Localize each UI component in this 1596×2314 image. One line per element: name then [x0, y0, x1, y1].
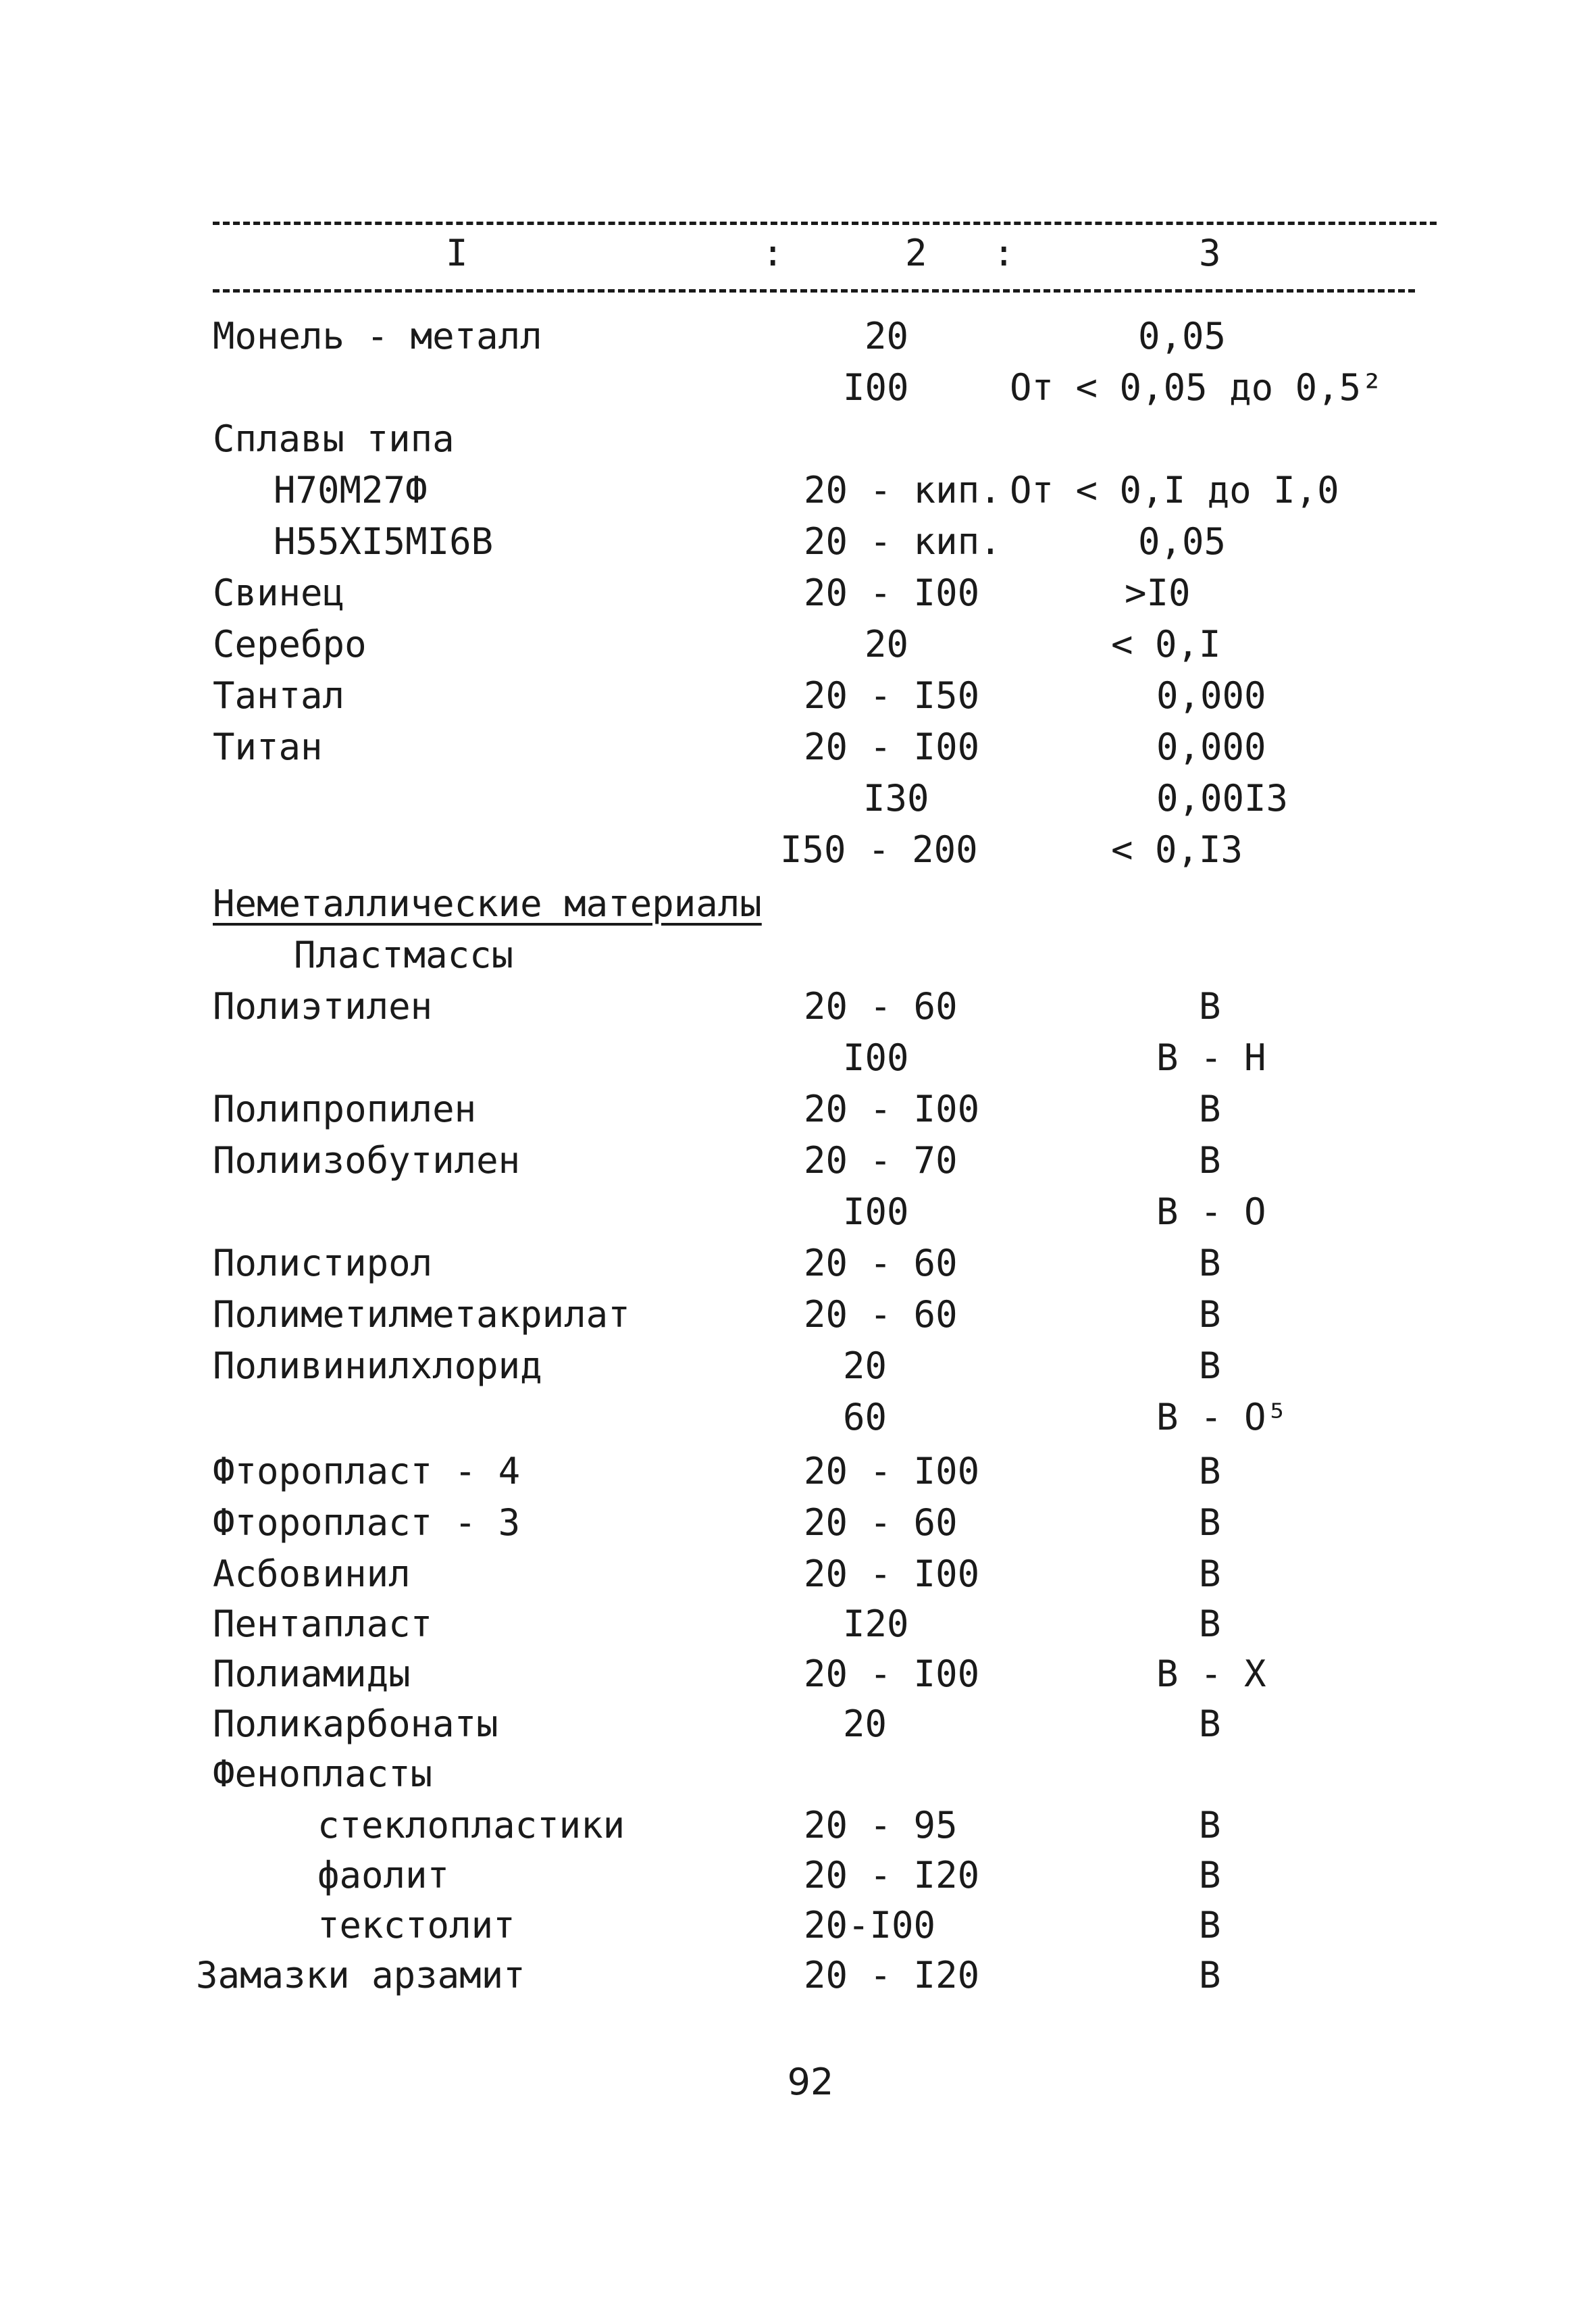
corrosion-rate: В — [1199, 1703, 1221, 1745]
material-name: Монель - металл — [213, 315, 542, 357]
temperature: 20 - 60 — [804, 985, 958, 1028]
corrosion-rate: В — [1199, 1854, 1221, 1896]
column-separator: : — [762, 232, 784, 274]
corrosion-rate: 0,000 — [1156, 674, 1266, 717]
table-row — [0, 1497, 1596, 1549]
material-name: Полиамиды — [213, 1653, 411, 1695]
column-header-3: 3 — [1199, 232, 1221, 274]
material-name: Поливинилхлорид — [213, 1344, 542, 1387]
corrosion-rate: От < 0,05 до 0,5² — [1010, 366, 1383, 409]
temperature: 20 - I00 — [804, 1450, 980, 1492]
corrosion-rate: В — [1199, 1450, 1221, 1492]
material-group-heading: Фенопласты — [213, 1753, 433, 1795]
table-row — [0, 1599, 1596, 1650]
material-name: Полистирол — [213, 1242, 433, 1284]
temperature: 20 - I00 — [804, 726, 980, 768]
table-header-top-rule — [213, 222, 1437, 225]
corrosion-rate: В — [1199, 1344, 1221, 1387]
table-row — [0, 1649, 1596, 1700]
material-name: Поликарбонаты — [213, 1703, 498, 1745]
temperature: 20 - кип. — [804, 469, 1002, 511]
temperature: 20 - I20 — [804, 1854, 980, 1896]
corrosion-rate: В - Х — [1156, 1653, 1266, 1695]
corrosion-rate: В — [1199, 985, 1221, 1028]
temperature: I30 — [863, 777, 929, 820]
subsection-heading: Пластмассы — [294, 934, 514, 976]
temperature: 20 — [843, 1703, 887, 1745]
corrosion-rate: В — [1199, 1139, 1221, 1182]
material-name: Пентапласт — [213, 1603, 433, 1645]
column-header-2: 2 — [905, 232, 927, 274]
temperature: 20 - I00 — [804, 1653, 980, 1695]
temperature: 20 - 60 — [804, 1242, 958, 1284]
temperature: 60 — [843, 1396, 887, 1438]
table-row — [0, 1950, 1596, 2001]
table-row — [0, 722, 1596, 773]
table-row — [0, 1032, 1596, 1084]
table-row — [0, 1340, 1596, 1392]
material-name: Серебро — [213, 623, 367, 665]
table-row — [0, 824, 1596, 876]
table-row — [0, 1289, 1596, 1340]
temperature: I00 — [843, 366, 909, 409]
material-name: Титан — [213, 726, 323, 768]
temperature: 20 - 60 — [804, 1501, 958, 1544]
temperature: 20 - I00 — [804, 572, 980, 614]
corrosion-rate: В — [1199, 1804, 1221, 1846]
material-name: Полиэтилен — [213, 985, 433, 1028]
table-row — [0, 568, 1596, 619]
material-name: Полипропилен — [213, 1088, 477, 1130]
table-row — [0, 619, 1596, 670]
table-row — [0, 413, 1596, 465]
corrosion-rate: 0,05 — [1138, 520, 1227, 563]
table-header-bottom-rule — [213, 289, 1415, 293]
column-separator: : — [993, 232, 1015, 274]
corrosion-rate: 0,05 — [1138, 315, 1227, 357]
table-row — [0, 1392, 1596, 1443]
table-row — [0, 1084, 1596, 1135]
corrosion-rate: В — [1199, 1242, 1221, 1284]
table-row — [0, 1238, 1596, 1289]
table-row — [0, 981, 1596, 1032]
temperature: 20 - I50 — [804, 674, 980, 717]
material-name: Полиметилметакрилат — [213, 1293, 630, 1336]
material-name: стеклопластики — [317, 1804, 625, 1846]
corrosion-rate: В — [1199, 1553, 1221, 1595]
table-row — [0, 1446, 1596, 1497]
corrosion-rate: 0,000 — [1156, 726, 1266, 768]
material-name: Фторопласт - 3 — [213, 1501, 521, 1544]
material-name: Асбовинил — [213, 1553, 411, 1595]
corrosion-rate: В - О⁵ — [1156, 1396, 1289, 1438]
corrosion-rate: < 0,I3 — [1111, 828, 1243, 871]
material-name: текстолит — [317, 1904, 515, 1946]
page-number: 92 — [787, 2061, 834, 2103]
temperature: 20 - I00 — [804, 1088, 980, 1130]
temperature: 20 — [865, 623, 909, 665]
material-name: Н55XI5МI6В — [274, 520, 494, 563]
temperature: I20 — [843, 1603, 909, 1645]
table-row — [0, 1549, 1596, 1600]
material-name: Замазки арзамит — [196, 1954, 525, 1996]
temperature: 20 - I00 — [804, 1553, 980, 1595]
corrosion-rate: В - О — [1156, 1190, 1266, 1233]
table-row — [0, 670, 1596, 722]
corrosion-rate: В — [1199, 1954, 1221, 1996]
table-row — [0, 1749, 1596, 1800]
material-name: Тантал — [213, 674, 345, 717]
temperature: 20 — [843, 1344, 887, 1387]
material-name: Н70М27Ф — [274, 469, 428, 511]
table-row — [0, 362, 1596, 413]
corrosion-rate: В - Н — [1156, 1036, 1266, 1079]
table-row — [0, 1800, 1596, 1851]
temperature: 20 - 60 — [804, 1293, 958, 1336]
temperature: 20 — [865, 315, 909, 357]
column-header-1: I — [446, 232, 468, 274]
material-name: Свинец — [213, 572, 345, 614]
material-name: фаолит — [317, 1854, 450, 1896]
corrosion-rate: В — [1199, 1088, 1221, 1130]
corrosion-rate: От < 0,I до I,0 — [1010, 469, 1339, 511]
temperature: 20 - I20 — [804, 1954, 980, 1996]
corrosion-rate: >I0 — [1125, 572, 1191, 614]
table-row — [0, 1186, 1596, 1238]
material-group-heading: Сплавы типа — [213, 418, 455, 460]
temperature: I50 - 200 — [780, 828, 978, 871]
table-row — [0, 773, 1596, 824]
section-heading: Неметаллические материалы — [213, 882, 762, 925]
temperature: 20 - 95 — [804, 1804, 958, 1846]
material-name: Фторопласт - 4 — [213, 1450, 521, 1492]
corrosion-rate: В — [1199, 1501, 1221, 1544]
temperature: 20 - кип. — [804, 520, 1002, 563]
temperature: 20 - 70 — [804, 1139, 958, 1182]
corrosion-rate: < 0,I — [1111, 623, 1221, 665]
table-row — [0, 465, 1596, 516]
table-row — [0, 1135, 1596, 1186]
table-row — [0, 1699, 1596, 1750]
table-row — [0, 516, 1596, 568]
table-row — [0, 1900, 1596, 1951]
corrosion-rate: В — [1199, 1603, 1221, 1645]
temperature: I00 — [843, 1190, 909, 1233]
corrosion-rate: 0,00I3 — [1156, 777, 1289, 820]
corrosion-rate: В — [1199, 1904, 1221, 1946]
table-row — [0, 930, 1596, 981]
table-row — [0, 311, 1596, 362]
corrosion-rate: В — [1199, 1293, 1221, 1336]
material-name: Полиизобутилен — [213, 1139, 521, 1182]
temperature: I00 — [843, 1036, 909, 1079]
temperature: 20-I00 — [804, 1904, 936, 1946]
table-row — [0, 1850, 1596, 1901]
table-row — [0, 878, 1596, 930]
